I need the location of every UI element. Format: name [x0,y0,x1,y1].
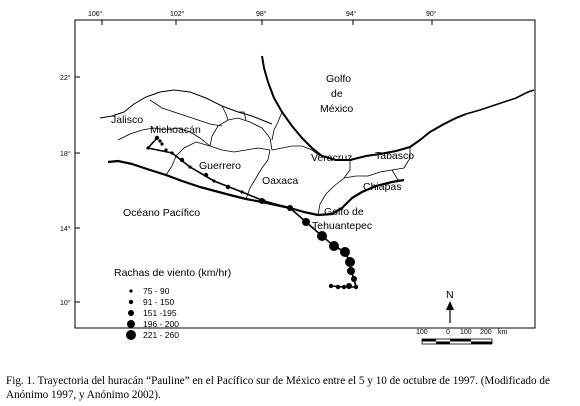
gulf-coastline [262,56,466,160]
map-frame [75,20,535,328]
label-michoacan: Michoacán [150,124,201,136]
scale-label-km: km [498,329,508,336]
scale-bar [416,329,508,344]
lon-tick-98: 98° [256,11,267,18]
north-arrow-head [446,301,454,310]
scale-seg-4 [471,342,492,345]
legend-label: 221 - 260 [143,330,179,340]
legend-marker [126,330,136,340]
label-chiapas: Chiapas [363,181,402,193]
track-point [188,165,191,168]
label-oceano-pacifico: Océano Pacífico [123,207,201,219]
lat-tick-10: 10° [60,300,71,307]
lat-tick-14: 14° [60,226,71,233]
label-veracruz: Veracruz [311,152,353,164]
track-point [347,267,355,275]
lon-tick-90: 90° [426,11,437,18]
legend-label: 196 - 200 [143,319,179,329]
scale-label-200: 200 [480,329,492,336]
lat-tick-22: 22° [60,75,71,82]
track-point [302,218,310,226]
north-label: N [446,289,454,301]
track-point [317,231,327,241]
track-point [346,283,352,289]
legend-marker [129,300,133,304]
label-golfo-tehuantepec-1: Golfo de [324,206,364,218]
lon-ticks [88,10,437,25]
label-golfo-tehuantepec-2: Tehuantepec [312,220,373,232]
track-point [287,205,293,211]
scale-label-100b: 100 [460,329,472,336]
legend-marker [127,320,135,328]
track-point [336,285,340,289]
track-point [158,139,161,142]
track-point [180,158,184,162]
track-point [345,257,355,267]
legend-label: 151 -195 [143,308,177,318]
track-point [329,284,333,288]
state-boundaries [118,100,410,215]
label-jalisco: Jalisco [111,114,144,126]
track-point [240,190,243,193]
track-point [351,276,357,282]
legend-marker [128,310,134,316]
legend-items [126,286,179,340]
yucatan-outline [466,90,534,114]
track-point [160,142,163,145]
map-labels [111,73,414,232]
track-point [342,285,346,289]
legend-label: 91 - 150 [143,297,175,307]
scale-label-100a: 100 [416,329,428,336]
label-golfo-mexico-2: de [331,88,343,100]
label-golfo-mexico-1: Golfo [326,73,352,85]
track-point [164,148,167,151]
north-arrow [446,289,454,323]
legend-marker [129,289,132,292]
wind-legend [114,267,231,340]
legend-label: 75 - 90 [143,286,170,296]
track-point [259,198,265,204]
lat-tick-18: 18° [60,151,71,158]
label-guerrero: Guerrero [199,160,242,172]
scale-seg-1 [422,339,436,342]
track-point [354,285,358,289]
label-tabasco: Tabasco [375,150,415,162]
track-point [329,241,339,251]
legend-title: Rachas de viento (km/hr) [114,267,232,279]
label-oaxaca: Oaxaca [262,175,299,187]
label-golfo-mexico-3: México [320,103,354,115]
track-point [204,173,208,177]
lat-ticks [60,74,80,307]
track-point [170,151,173,154]
track-point [155,136,159,140]
scale-label-0: 0 [446,329,450,336]
track-point [226,185,230,189]
track-point [146,146,149,149]
track-point [212,179,215,182]
figure-caption: Fig. 1. Trayectoria del huracán “Pauline” en el Pacífico sur de México entre el 5 y 10 de octubre de 1997. (Modificado de Anónimo 1997, y Anónimo 2002). [6,375,550,401]
lon-tick-94: 94° [346,11,357,18]
lon-tick-102: 102° [170,11,185,18]
track-point [340,247,350,257]
scale-seg-3 [450,339,471,342]
lon-tick-106: 106° [88,11,103,18]
scale-seg-2 [436,342,450,345]
